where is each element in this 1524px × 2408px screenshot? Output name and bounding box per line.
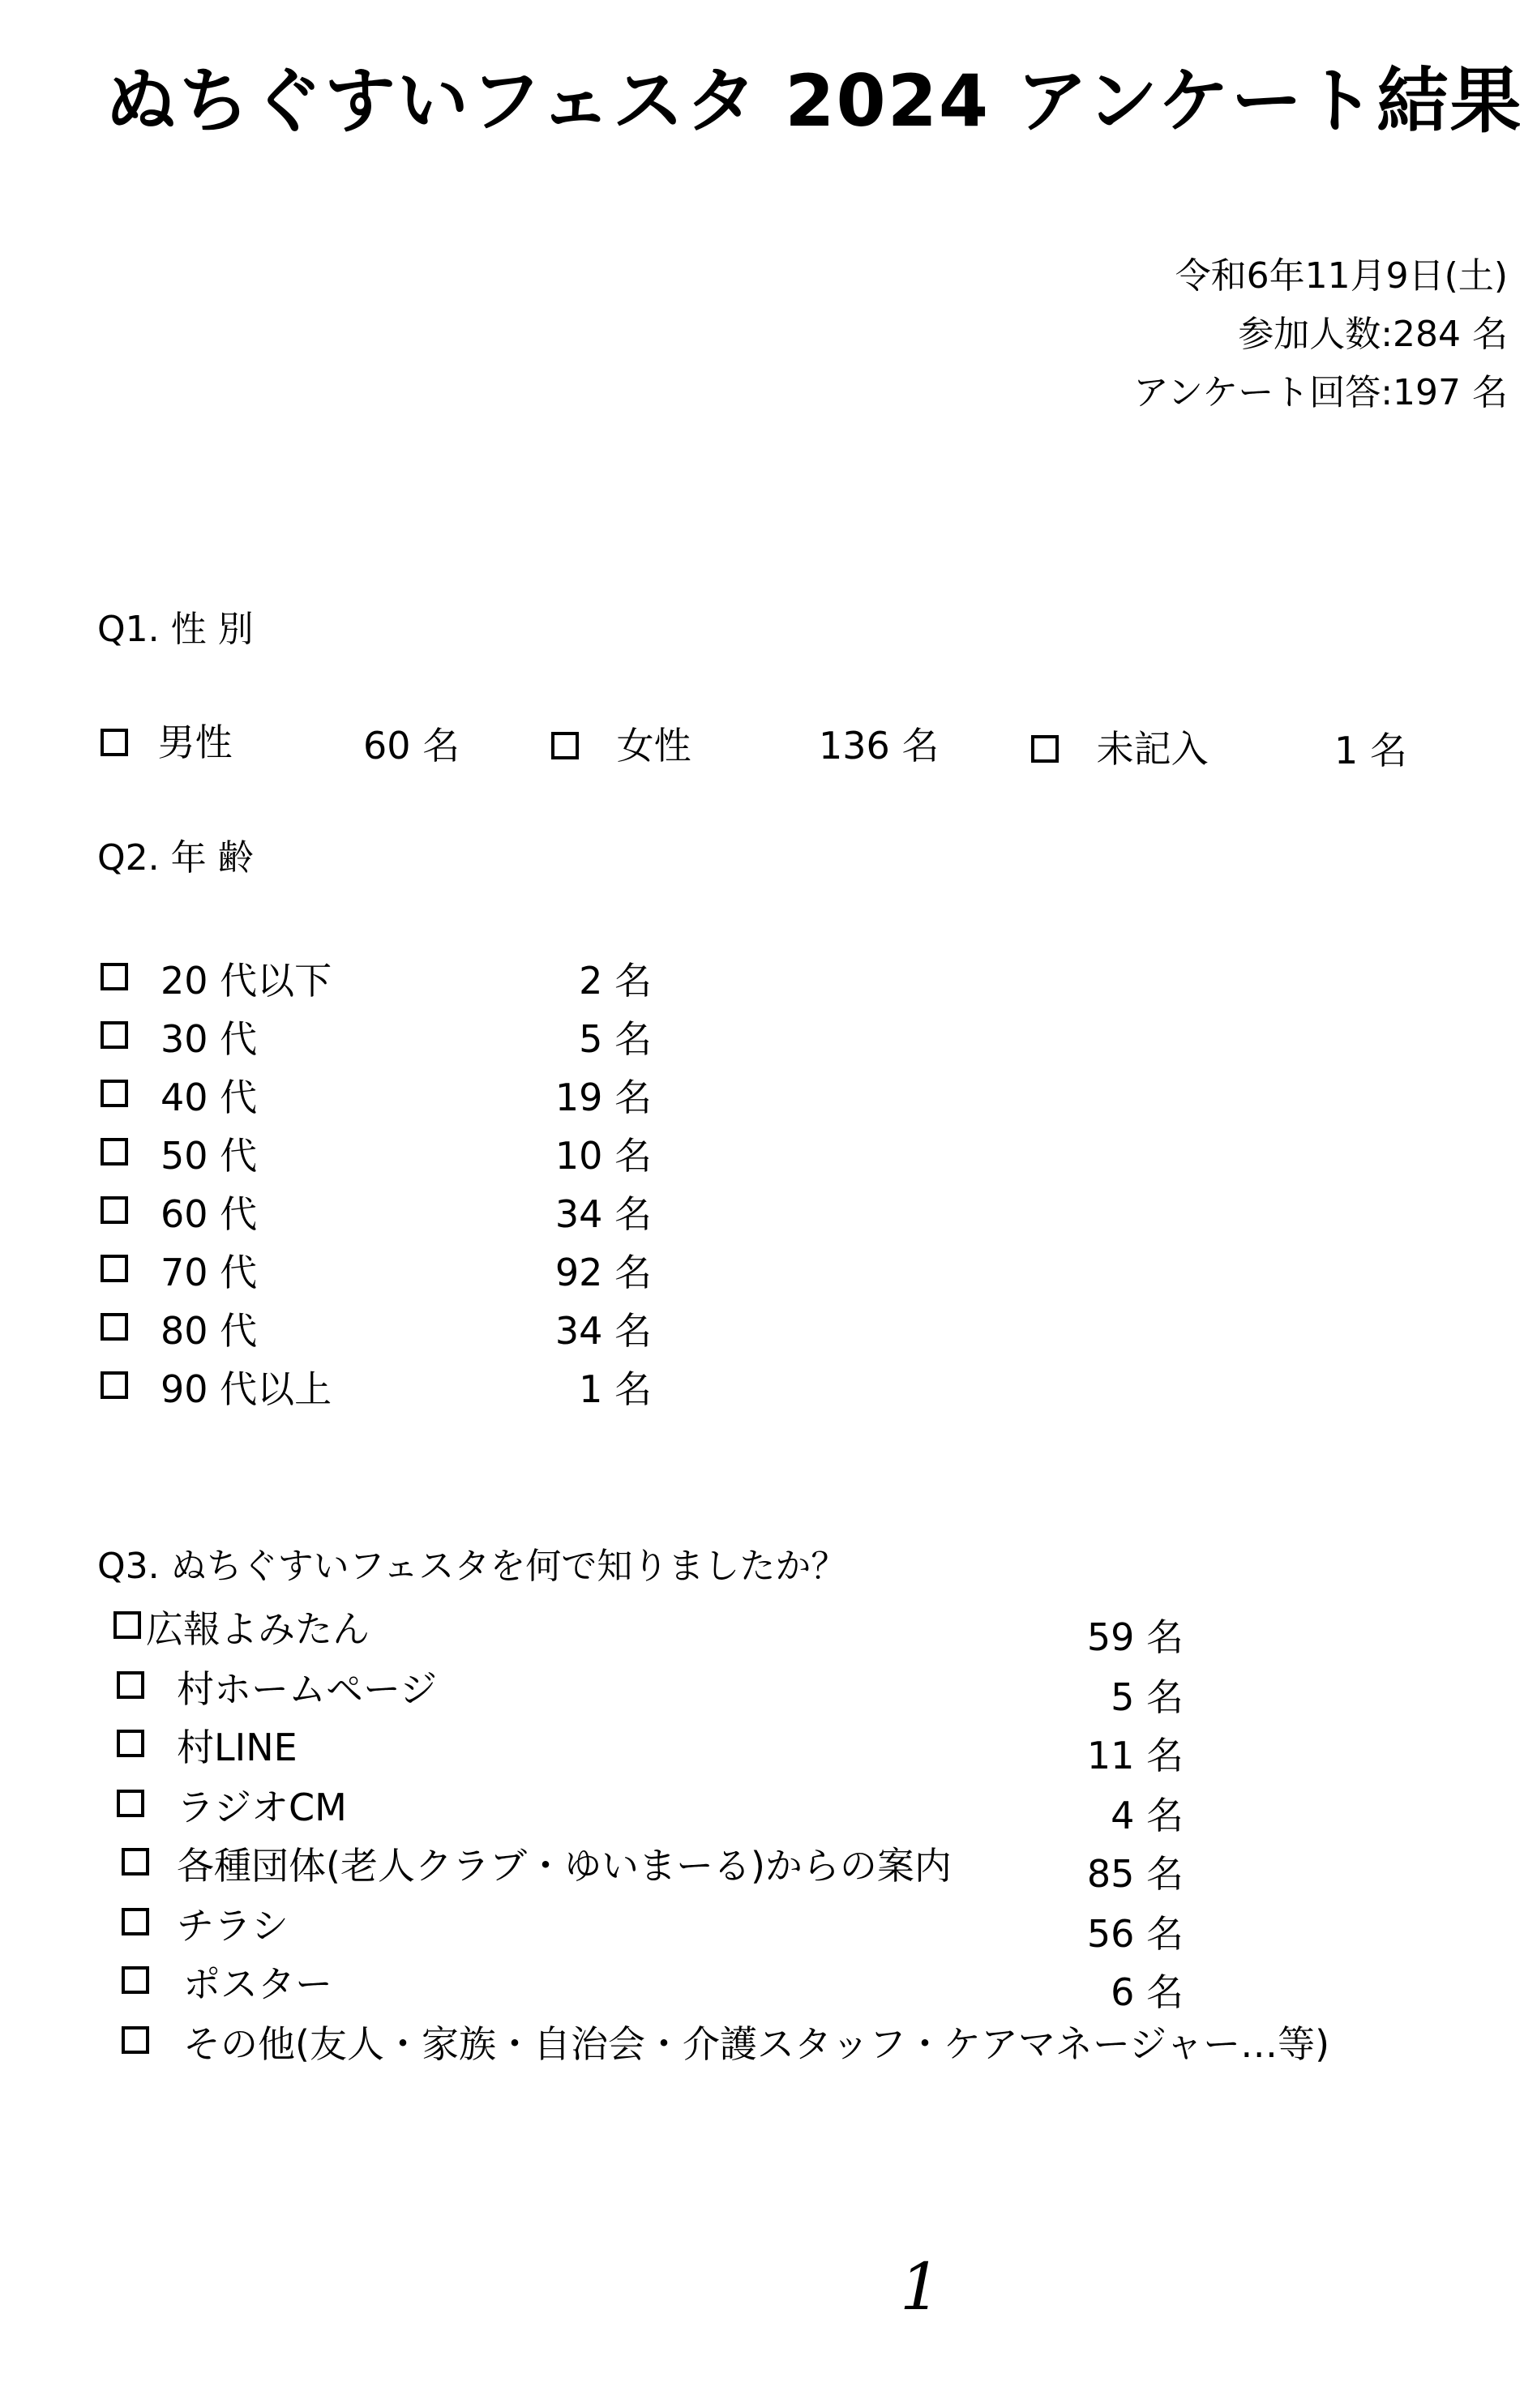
checkbox-icon [101, 1138, 128, 1166]
checkbox-icon [101, 1255, 128, 1282]
checkbox-icon [101, 1196, 128, 1224]
option-label: 30 代 [161, 1017, 258, 1061]
list-item [117, 1653, 1184, 1719]
q3-heading: Q3. ぬちぐすいフェスタを何で知りましたか？ [97, 1546, 847, 1587]
respondent-count: アンケート回答:197 名 [1132, 372, 1508, 413]
q1-option-male [101, 713, 233, 767]
option-label: 20 代以下 [161, 959, 332, 1003]
option-count: 60 名 [363, 724, 460, 768]
list-item [117, 1712, 1184, 1777]
option-count: 4 名 [1111, 1794, 1184, 1837]
checkbox-icon [1031, 735, 1059, 763]
option-label: ポスター [183, 1962, 332, 2006]
option-count: 5 名 [1111, 1675, 1184, 1719]
option-label: 80 代 [161, 1309, 258, 1353]
option-label: その他(友人・家族・自治会・介護スタッフ・ケアマネージャー…等) [183, 2022, 1330, 2066]
option-label: 村ホームページ [177, 1667, 438, 1711]
checkbox-icon [101, 729, 128, 756]
q1-option-unanswered [1031, 720, 1209, 773]
option-label: 40 代 [161, 1076, 258, 1119]
option-label: 広報よみたん [146, 1607, 370, 1651]
option-label: 男性 [157, 721, 233, 764]
list-item [122, 1948, 1184, 2014]
option-count: 19 名 [554, 1076, 652, 1119]
option-label: 60 代 [161, 1192, 258, 1236]
q1-option-female [551, 716, 691, 770]
option-count: 92 名 [554, 1251, 652, 1294]
checkbox-icon [122, 1908, 149, 1935]
option-count: 1 名 [579, 1367, 652, 1411]
list-item [101, 1062, 652, 1118]
option-count: 34 名 [554, 1192, 652, 1236]
list-item [101, 945, 652, 1002]
list-item [101, 1178, 652, 1235]
q1-heading: Q1. 性 別 [97, 609, 254, 650]
checkbox-icon [101, 1080, 128, 1107]
option-label: 70 代 [161, 1251, 258, 1294]
option-count: 2 名 [579, 959, 652, 1003]
option-label: 未記入 [1096, 727, 1209, 771]
option-count: 1 名 [1334, 729, 1407, 772]
option-label: 女性 [616, 724, 691, 768]
option-label: 村LINE [177, 1726, 298, 1769]
option-count: 10 名 [554, 1134, 652, 1178]
option-count: 85 名 [1086, 1852, 1184, 1896]
checkbox-icon [113, 1611, 141, 1639]
option-count: 136 名 [819, 724, 940, 768]
checkbox-icon [122, 1848, 149, 1876]
checkbox-icon [117, 1730, 144, 1757]
option-label: 各種団体(老人クラブ・ゆいまーる)からの案内 [177, 1844, 952, 1888]
list-item [122, 2008, 1419, 2065]
document-title: ぬちぐすいフェスタ 2024 アンケート結果 [105, 59, 1523, 143]
option-count: 59 名 [1086, 1615, 1184, 1659]
list-item [101, 1295, 652, 1352]
checkbox-icon [122, 1966, 149, 1994]
survey-meta [1133, 247, 1508, 422]
option-count: 5 名 [579, 1017, 652, 1061]
list-item [101, 1354, 652, 1410]
list-item [122, 1830, 1184, 1896]
option-label: 50 代 [161, 1134, 258, 1178]
option-count: 11 名 [1086, 1734, 1184, 1777]
checkbox-icon [101, 1371, 128, 1399]
option-label: 90 代以上 [161, 1367, 332, 1411]
page-number: 1 [900, 2249, 941, 2325]
option-count: 34 名 [554, 1309, 652, 1353]
event-date: 令和6年11月9日(土) [1175, 255, 1508, 297]
option-label: チラシ [177, 1904, 289, 1948]
option-count: 6 名 [1111, 1970, 1184, 2014]
list-item [117, 1772, 1184, 1837]
list-item [101, 1120, 652, 1177]
checkbox-icon [101, 1021, 128, 1049]
list-item [101, 1003, 652, 1060]
list-item [113, 1593, 1184, 1659]
q2-heading: Q2. 年 齢 [97, 837, 254, 879]
option-label: ラジオCM [177, 1786, 347, 1829]
checkbox-icon [122, 2026, 149, 2054]
checkbox-icon [101, 963, 128, 990]
checkbox-icon [101, 1313, 128, 1341]
option-count: 56 名 [1086, 1912, 1184, 1956]
checkbox-icon [117, 1790, 144, 1817]
list-item [122, 1890, 1184, 1956]
participant-count: 参加人数:284 名 [1238, 314, 1508, 355]
list-item [101, 1237, 652, 1294]
checkbox-icon [117, 1671, 144, 1699]
checkbox-icon [551, 732, 579, 759]
